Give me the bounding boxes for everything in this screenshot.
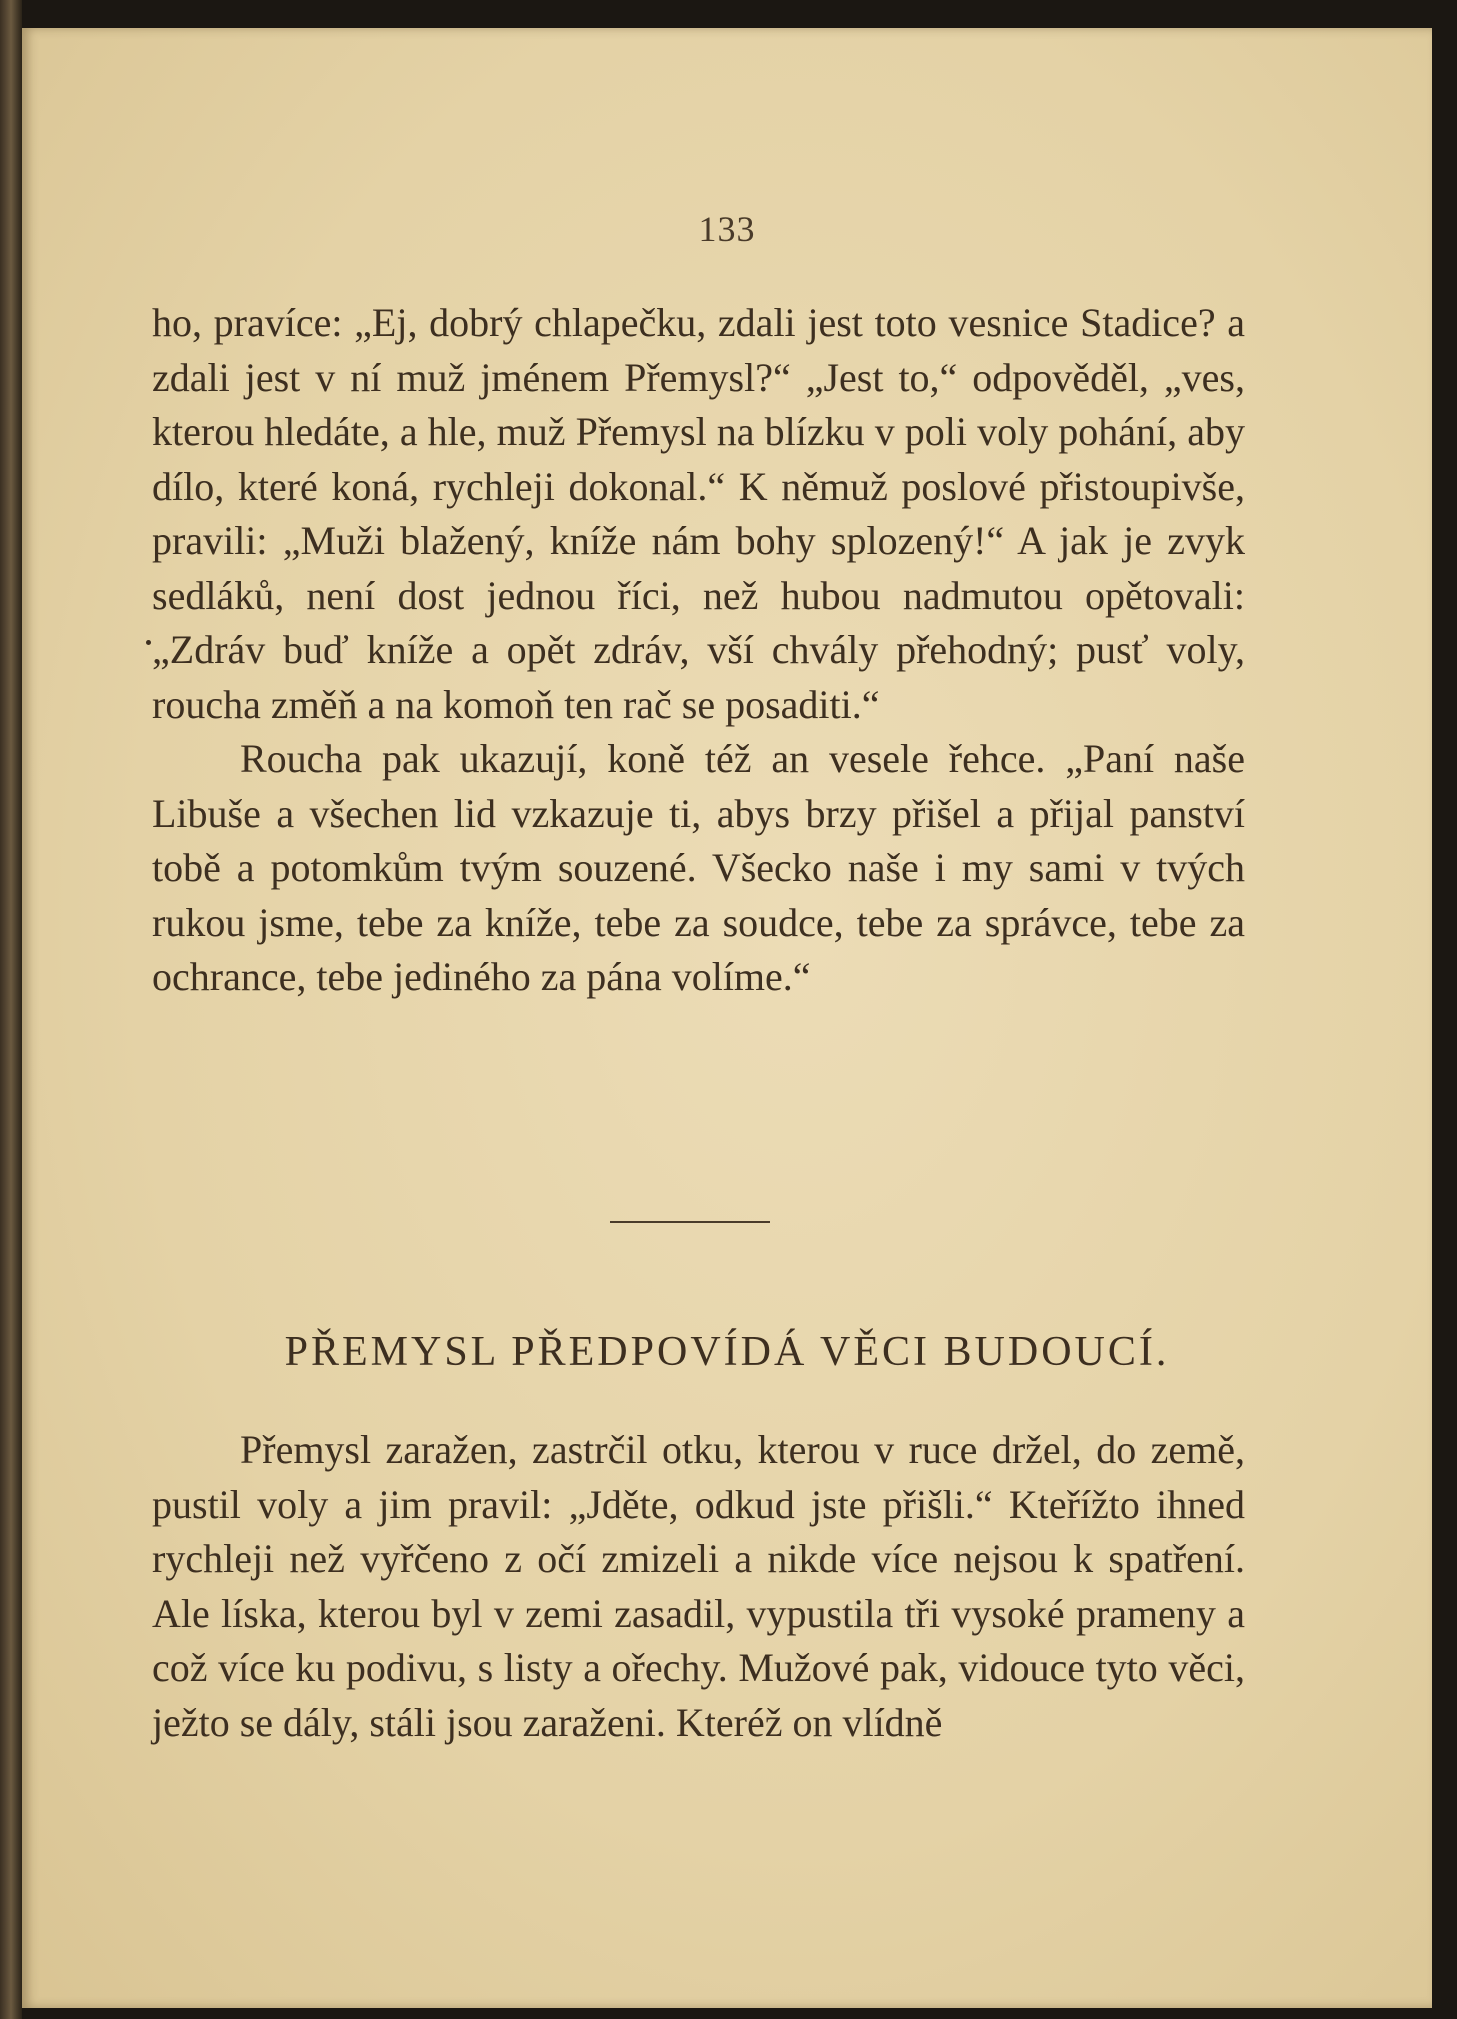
chapter-heading: PŘEMYSL PŘEDPOVÍDÁ VĚCI BUDOUCÍ. — [284, 1329, 1170, 1375]
section-1-text — [152, 296, 1245, 1005]
book-spine — [0, 0, 22, 2019]
margin-mark — [146, 640, 151, 645]
page-number: 133 — [698, 209, 756, 249]
section-2-text — [152, 1423, 1245, 1750]
paragraph: Roucha pak ukazují, koně též an vesele řehce. „Paní naše Libuše a všechen lid vzkazuje ti, abys brzy přišel a přijal panství tobě a potomkům tvým souzené. Všecko naše i my sami v tvých rukou jsme, tebe za kníže, tebe za soudce, tebe za správce, tebe za ochrance, tebe jediného za pána volíme.“ — [152, 736, 1245, 999]
book-page — [22, 28, 1432, 2008]
paragraph: Přemysl zaražen, zastrčil otku, kterou v ruce držel, do země, pustil voly a jim pravil: „Jděte, odkud jste přišli.“ Kteřížto ihned rychleji než vyřčeno z očí zmizeli a nikde více nejsou k spatření. Ale líska, kterou byl v zemi zasadil, vypustila tři vysoké prameny a což více ku podivu, s listy a ořechy. Mužové pak, vidouce tyto věci, ježto se dály, stáli jsou zaraženi. Kteréž on vlídně — [152, 1427, 1245, 1745]
section-divider — [610, 1221, 770, 1223]
paragraph: ho, pravíce: „Ej, dobrý chlapečku, zdali jest toto vesnice Stadice? a zdali jest v ní muž jménem Přemysl?“ „Jest to,“ odpověděl, „ves, kterou hledáte, a hle, muž Přemysl na blízku v poli voly pohání, aby dílo, které koná, rychleji dokonal.“ K němuž poslové přistoupivše, pravili: „Muži blažený, kníže nám bohy splozený!“ A jak je zvyk sedláků, není dost jednou říci, než hubou nadmutou opětovali: „Zdráv buď kníže a opět zdráv, vší chvály přehodný; pusť voly, roucha změň a na komoň ten rač se posaditi.“ — [152, 300, 1245, 727]
